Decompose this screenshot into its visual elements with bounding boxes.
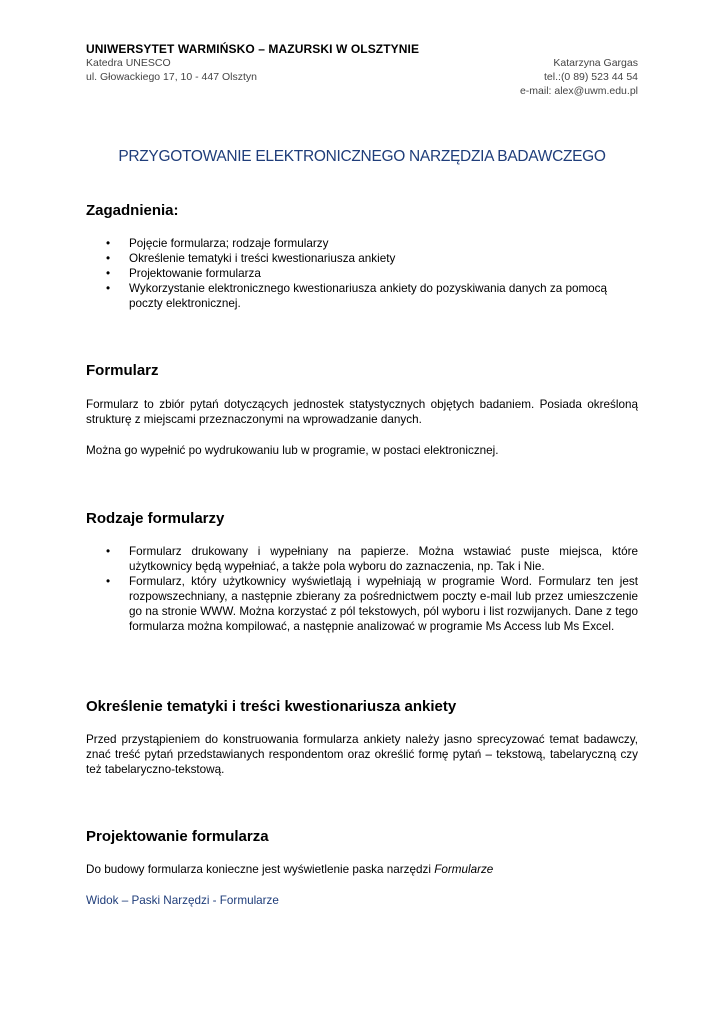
heading-zagadnienia: Zagadnienia: [86,202,179,219]
okreslenie-section [86,732,638,777]
header-row-1 [86,56,638,70]
address: ul. Głowackiego 17, 10 - 447 Olsztyn [86,71,258,83]
zagadnienia-list-section [86,236,638,311]
list-item: • Wykorzystanie elektronicznego kwestionariusza ankiety do pozyskiwania danych za pomocą poczty elektronicznej. [86,281,638,311]
list-item: • Formularz, który użytkownicy wyświetlają i wypełniają w programie Word. Formularz ten jest rozpowszechniany, a następnie zbierany za pośrednictwem poczty e-mail lub przez umieszczenie go na stronie WWW. Można korzystać z pól tekstowych, pól wyboru i list rozwijanych. Dane z tego formularza można kompilować, a następnie analizować w programie Ms Access lub Ms Excel. [86,574,638,634]
paragraph [86,862,638,877]
author-name: Katarzyna Gargas [553,57,638,69]
formularze-italic: Formularze [434,863,494,876]
email: e-mail: alex@uwm.edu.pl [519,85,638,97]
paragraph: Formularz to zbiór pytań dotyczących jednostek statystycznych objętych badaniem. Posiada określoną strukturę z miejscami przeznaczonymi na wprowadzanie danych. [86,398,638,426]
header-row-2 [86,70,638,84]
paragraph-text: Do budowy formularza konieczne jest wyświetlenie paska narzędzi [86,863,435,876]
phone: tel.:(0 89) 523 44 54 [544,71,638,83]
menu-path: Widok – Paski Narzędzi - Formularze [86,894,279,907]
list-item: • Określenie tematyki i treści kwestionariusza ankiety [86,251,638,266]
department-name: Katedra UNESCO [86,57,171,69]
projektowanie-section [86,862,638,908]
paragraph: Można go wypełnić po wydrukowaniu lub w programie, w postaci elektronicznej. [86,444,499,457]
heading-rodzaje: Rodzaje formularzy [86,510,225,527]
rodzaje-list [86,544,638,634]
formularz-section [86,397,638,458]
rodzaje-section [86,544,638,634]
list-item: • Pojęcie formularza; rodzaje formularzy [86,236,638,251]
heading-formularz: Formularz [86,362,159,379]
heading-okreslenie: Określenie tematyki i treści kwestionariusza ankiety [86,698,457,715]
university-name: UNIWERSYTET WARMIŃSKO – MAZURSKI W OLSZTYNIE [86,42,420,56]
letterhead [86,42,638,98]
paragraph: Przed przystąpieniem do konstruowania formularza ankiety należy jasno sprecyzować temat badawczy, znać treść pytań przedstawianych respondentom oraz określić formę pytań – tekstową, tabelaryczną czy też tabelaryczno-tekstową. [86,733,638,776]
list-item: • Projektowanie formularza [86,266,638,281]
list-item: • Formularz drukowany i wypełniany na papierze. Można wstawiać puste miejsca, które użytkownicy będą wypełniać, a także pola wyboru do zaznaczenia, np. Tak i Nie. [86,544,638,574]
zagadnienia-list [86,236,638,311]
document-title: PRZYGOTOWANIE ELEKTRONICZNEGO NARZĘDZIA BADAWCZEGO [118,148,606,165]
heading-projektowanie: Projektowanie formularza [86,828,269,845]
